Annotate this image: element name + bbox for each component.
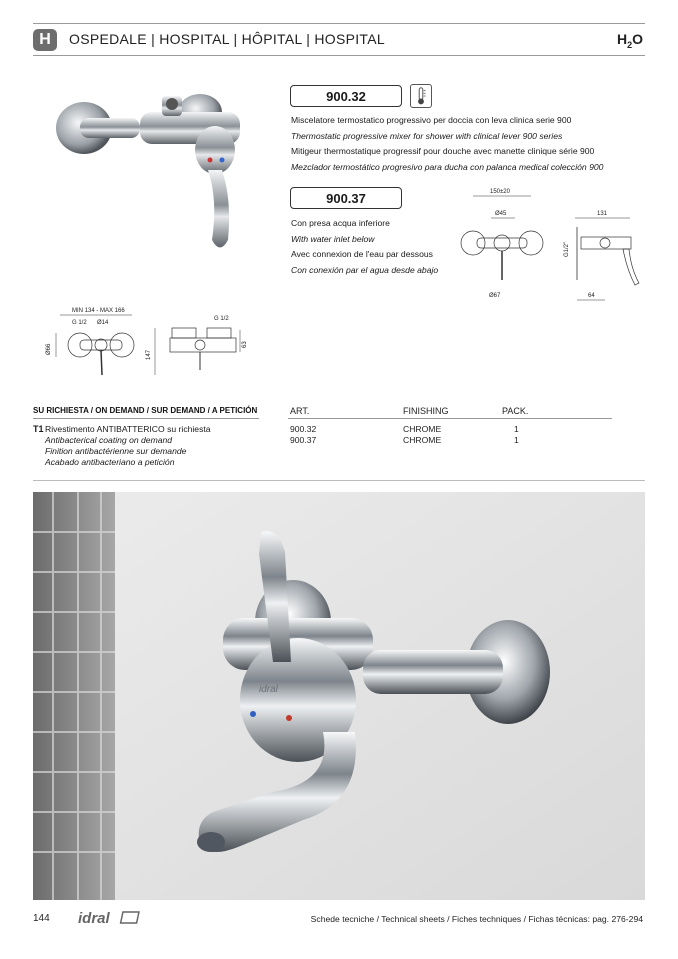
dim-g12: G 1/2 bbox=[72, 320, 87, 326]
on-demand-description bbox=[45, 424, 211, 468]
dim-range: MIN 134 - MAX 166 bbox=[72, 308, 125, 314]
technical-diagram-900-37 bbox=[455, 185, 645, 305]
table-cell-art: 900.37 bbox=[290, 435, 317, 445]
desc-es: Con conexión par el agua desde abajo bbox=[291, 264, 439, 275]
brand-sub: 2 bbox=[627, 39, 633, 50]
desc-fr: Avec connexion de l'eau par dessous bbox=[291, 249, 433, 259]
technical-sheets-reference: Schede tecniche / Technical sheets / Fiches techniques / Fichas técnicas: pag. 276-294 bbox=[310, 914, 643, 924]
dim-131: 131 bbox=[597, 211, 608, 217]
header-rule-bottom bbox=[33, 55, 645, 56]
technical-diagram-front bbox=[42, 300, 252, 385]
table-header-finishing: FINISHING bbox=[403, 406, 449, 416]
ondemand-es: Acabado antibacteriano a petición bbox=[45, 457, 175, 467]
ondemand-it: Rivestimento ANTIBATTERICO su richiesta bbox=[45, 424, 211, 434]
faucet-brand-mark: idral bbox=[259, 684, 278, 695]
product-description-900-32 bbox=[291, 113, 603, 175]
brand-end: O bbox=[632, 31, 643, 47]
dim-d14: Ø14 bbox=[97, 320, 109, 326]
desc-it: Con presa acqua inferiore bbox=[291, 218, 390, 228]
on-demand-heading: SU RICHIESTA / ON DEMAND / SUR DEMAND / A PETICIÓN bbox=[33, 406, 258, 415]
table-cell-finishing: CHROME bbox=[403, 424, 442, 434]
dim-150: 150±20 bbox=[490, 189, 510, 195]
table-cell-pack: 1 bbox=[514, 424, 519, 434]
hospital-badge-icon: H bbox=[33, 29, 57, 51]
ondemand-fr: Finition antibactérienne sur demande bbox=[45, 446, 187, 456]
dim-d66: Ø66 bbox=[46, 343, 52, 355]
product-description-900-37 bbox=[291, 216, 438, 278]
series-brand bbox=[617, 31, 643, 50]
dim-64: 64 bbox=[588, 293, 595, 299]
desc-es: Mezclador termostático progresivo para ducha con palanca medical colección 900 bbox=[291, 161, 604, 172]
desc-it: Miscelatore termostatico progressivo per doccia con leva clinica serie 900 bbox=[291, 115, 572, 125]
table-cell-pack: 1 bbox=[514, 435, 519, 445]
table-rule bbox=[288, 418, 612, 419]
table-header-art: ART. bbox=[290, 406, 310, 416]
page-number: 144 bbox=[33, 913, 50, 924]
product-code-900-32: 900.32 bbox=[290, 85, 402, 107]
desc-en: Thermostatic progressive mixer for shower with clinical lever 900 series bbox=[291, 130, 563, 141]
brand-main: H bbox=[616, 31, 628, 47]
page-title: OSPEDALE | HOSPITAL | HÔPITAL | HOSPITAL bbox=[69, 31, 385, 47]
table-cell-art: 900.32 bbox=[290, 424, 317, 434]
dim-63: 63 bbox=[242, 341, 248, 348]
thermostat-icon bbox=[410, 84, 432, 108]
dim-g12-side: G 1/2 bbox=[214, 316, 229, 322]
table-cell-finishing: CHROME bbox=[403, 435, 442, 445]
dim-g12-vertical: G1/2" bbox=[564, 241, 570, 257]
on-demand-code: T1 bbox=[33, 424, 44, 434]
product-photo-large bbox=[33, 492, 645, 900]
desc-en: With water inlet below bbox=[291, 233, 375, 244]
dim-d45: Ø45 bbox=[495, 211, 507, 217]
dim-d67: Ø67 bbox=[489, 293, 501, 299]
logo-text: idral bbox=[78, 910, 110, 927]
desc-fr: Mitigeur thermostatique progressif pour douche avec manette clinique série 900 bbox=[291, 146, 595, 156]
dim-147: 147 bbox=[146, 349, 152, 360]
ondemand-en: Antibacterical coating on demand bbox=[45, 435, 173, 445]
section-separator bbox=[33, 480, 645, 481]
product-code-900-37: 900.37 bbox=[290, 187, 402, 209]
on-demand-rule bbox=[33, 418, 259, 419]
product-photo-small bbox=[50, 90, 250, 260]
header-rule-top bbox=[33, 23, 645, 24]
idral-logo bbox=[78, 907, 146, 929]
table-header-pack: PACK. bbox=[502, 406, 529, 416]
